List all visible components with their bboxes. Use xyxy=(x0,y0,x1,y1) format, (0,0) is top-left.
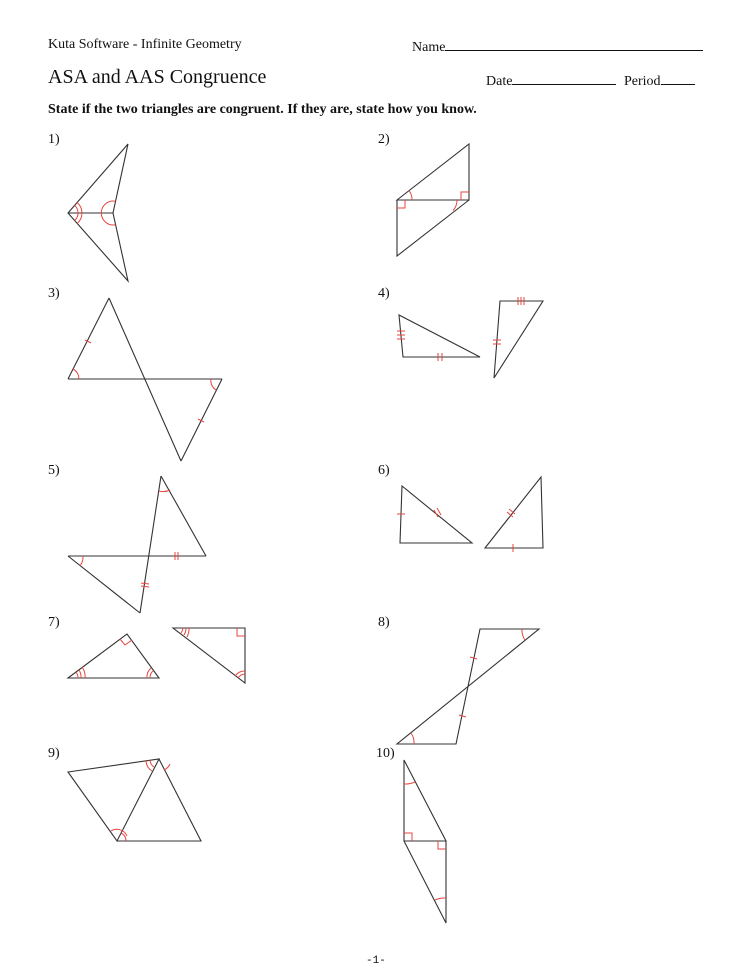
problem-number-5: 5) xyxy=(48,463,60,478)
figure-8 xyxy=(397,629,539,744)
problem-number-8: 8) xyxy=(378,615,390,630)
figure-4 xyxy=(397,297,543,378)
problem-number-2: 2) xyxy=(378,132,390,147)
date-label: Date xyxy=(486,74,513,89)
figure-7 xyxy=(68,628,245,683)
publisher-line: Kuta Software - Infinite Geometry xyxy=(48,37,242,52)
problem-number-1: 1) xyxy=(48,132,60,147)
problem-number-10: 10) xyxy=(376,746,395,761)
problem-number-3: 3) xyxy=(48,286,60,301)
problem-number-7: 7) xyxy=(48,615,60,630)
figure-5 xyxy=(68,476,206,613)
figure-2 xyxy=(397,144,469,256)
worksheet-title: ASA and AAS Congruence xyxy=(48,66,267,88)
page-number: -1- xyxy=(366,955,386,967)
figure-9 xyxy=(68,759,201,841)
figure-3 xyxy=(68,298,222,461)
period-label: Period xyxy=(624,74,661,89)
problem-number-9: 9) xyxy=(48,746,60,761)
figure-10 xyxy=(404,760,446,923)
name-label: Name xyxy=(412,40,446,55)
figure-1 xyxy=(68,144,128,281)
instructions: State if the two triangles are congruent. If they are, state how you know. xyxy=(48,102,477,117)
problem-number-6: 6) xyxy=(378,463,390,478)
figure-6 xyxy=(397,477,543,552)
problem-number-4: 4) xyxy=(378,286,390,301)
